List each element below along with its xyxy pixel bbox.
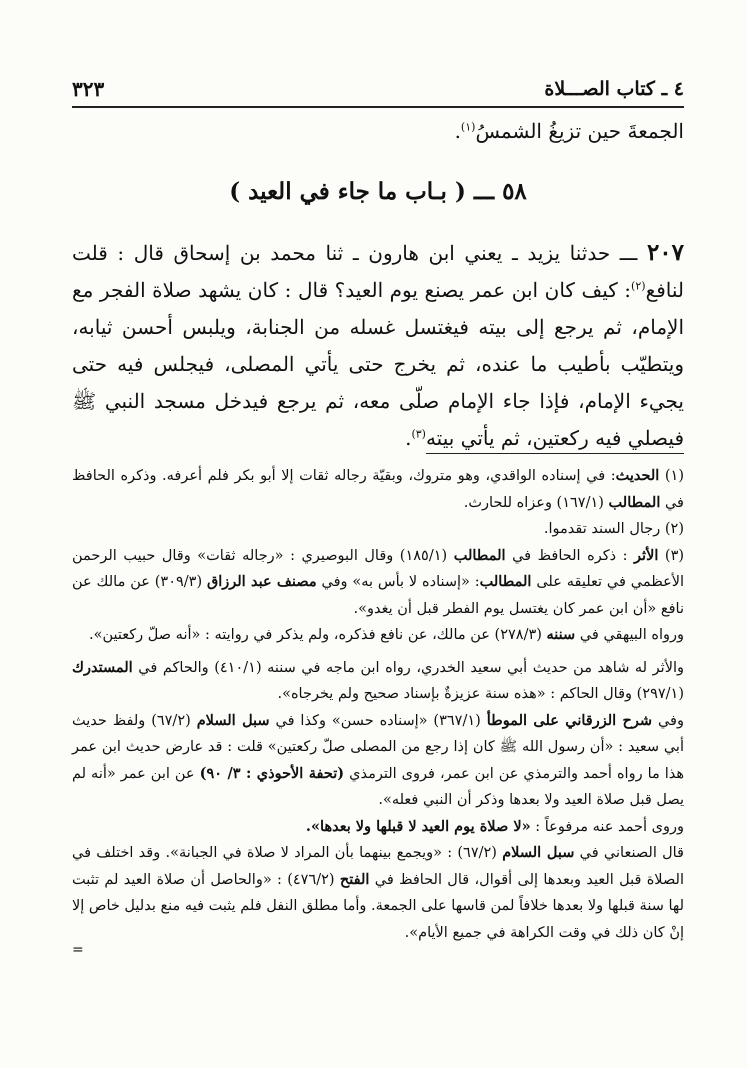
footnote-3-sanani: قال الصنعاني في سبل السلام (٦٧/٢) : «ويجمع بينهما بأن المراد لا صلاة في الجبانة». وقد اختلف في الصلاة قبل العيد وبعدها إلى أقوال، قال الحافظ في الفتح (٤٧٦/٢) : «والحاصل أن صلاة العيد لم تثبت لها سنة قبلها ولا بعدها خلافاً لمن قاسها على الجمعة. وأما مطلق النفل فلم يثبت فيه منع بدليل خاص إلا إنْ كان ذلك في وقت الكراهة في جميع الأيام». [72,844,684,941]
carry-over-line: الجمعةَ حين تزيغُ الشمسُ$^{(١)}$. [454,119,684,143]
hadith-number: ٢٠٧ [646,239,685,266]
footnote-3-zurqani: وفي شرح الزرقاني على الموطأ (٣٦٧/١) «إسناده حسن» وكذا في سبل السلام (٦٧/٢) ولفظ حديث أبي سعيد : «أن رسول الله ﷺ كان إذا رجع من المصلى صلّ ركعتين» قلت : قد عارض حديث ابن عمر هذا ما رواه أحمد والترمذي عن ابن عمر، فروى الترمذي (تحفة الأحوذي : ٣/ ٩٠) عن ابن عمر «أنه لم يصل قبل صلاة العيد ولا بعدها وذكر أن النبي فعله». [72,711,685,808]
footnote-ref-3: (٣) [411,427,426,441]
footnote-3: (٣) الأثر : ذكره الحافظ في المطالب (١٨٥/١) وقال البوصيري : «رجاله ثقات» وقال حبيب الرحمن الأعظمي في تعليقه على المطالب: «إسناده لا بأس به» وفي مصنف عبد الرزاق (٣٠٩/٣) عن مالك عن نافع «أن ابن عمر كان يغتسل يوم الفطر قبل أن يغدو». [72,546,685,617]
hadith-text-b: : كيف كان ابن عمر يصنع يوم العيد؟ قال : كان يشهد صلاة الفجر مع الإمام، ثم يرجع إلى بيته فيغتسل غسله من الجنابة، ويلبس أحسن ثيابه، ويتطيّب بأطيب ما عنده، ثم يخرج حتى يأتي المصلى، فيجلس فيه حتى يجيء الإمام، فإذا جاء الإمام صلّى معه، ثم يرجع فيدخل مسجد النبي ﷺ فيصلي فيه ركعتين، ثم يأتي بيته [72,278,684,450]
footnote-3-witness: والأثر له شاهد من حديث أبي سعيد الخدري، رواه ابن ماجه في سننه (٤١٠/١) والحاكم في المستدرك (٢٩٧/١) وقال الحاكم : «هذه سنة عزيزةٌ بإسناد صحيح ولم يخرجاه». [72,658,684,702]
footnotes [72,463,684,946]
continuation-mark: = [72,942,84,958]
chapter-heading: ٥٨ ـــ ( بـاب ما جاء في العيد ) [229,178,527,205]
footnote-ref-1: (١) [460,120,476,134]
footnote-ref-2: (٢) [631,279,646,293]
footnote-1: (١) الحديث: في إسناده الواقدي، وهو متروك، وبقيّة رجاله ثقات إلا أبو بكر فلم أعرفه. وذكره الحافظ في المطالب (١٦٧/١) وعزاه للحارث. [72,467,684,511]
chapter-label: ٤ ـ كتاب الصـــلاة [544,78,684,100]
footnote-3-ahmad: وروى أحمد عنه مرفوعاً : «لا صلاة يوم العيد لا قبلها ولا بعدها». [305,817,684,835]
main-text [72,113,684,457]
page-number: ٣٢٣ [72,77,105,101]
hadith-paragraph: ٢٠٧ ـــ حدثنا يزيد ـ يعني ابن هارون ـ ثنا محمد بن إسحاق قال : قلت لنافع$^{(٢)}$: كيف كان ابن عمر يصنع يوم العيد؟ قال : كان يشهد صلاة الفجر مع الإمام، ثم يرجع إلى بيته فيغتسل غسله من الجنابة، ويلبس أحسن ثيابه، ويتطيّب بأطيب ما عنده، ثم يخرج حتى يأتي المصلى، فيجلس فيه حتى يجيء الإمام، فإذا جاء الإمام صلّى معه، ثم يرجع فيدخل مسجد النبي ﷺ فيصلي فيه ركعتين، ثم يأتي بيته$^{(٣)}$. [72,239,685,450]
footnote-separator [426,453,684,454]
footnote-3-bayhaqi: ورواه البيهقي في سننه (٢٧٨/٣) عن مالك، عن نافع فذكره، ولم يذكر في روايته : «أنه صلّ ركعتين». [89,626,684,643]
footnote-2: (٢) رجال السند تقدموا. [543,521,684,537]
running-header [72,72,684,108]
hadith-text-a: ـــ حدثنا يزيد ـ يعني ابن هارون ـ ثنا محمد بن إسحاق قال : قلت لنافع [72,241,684,302]
